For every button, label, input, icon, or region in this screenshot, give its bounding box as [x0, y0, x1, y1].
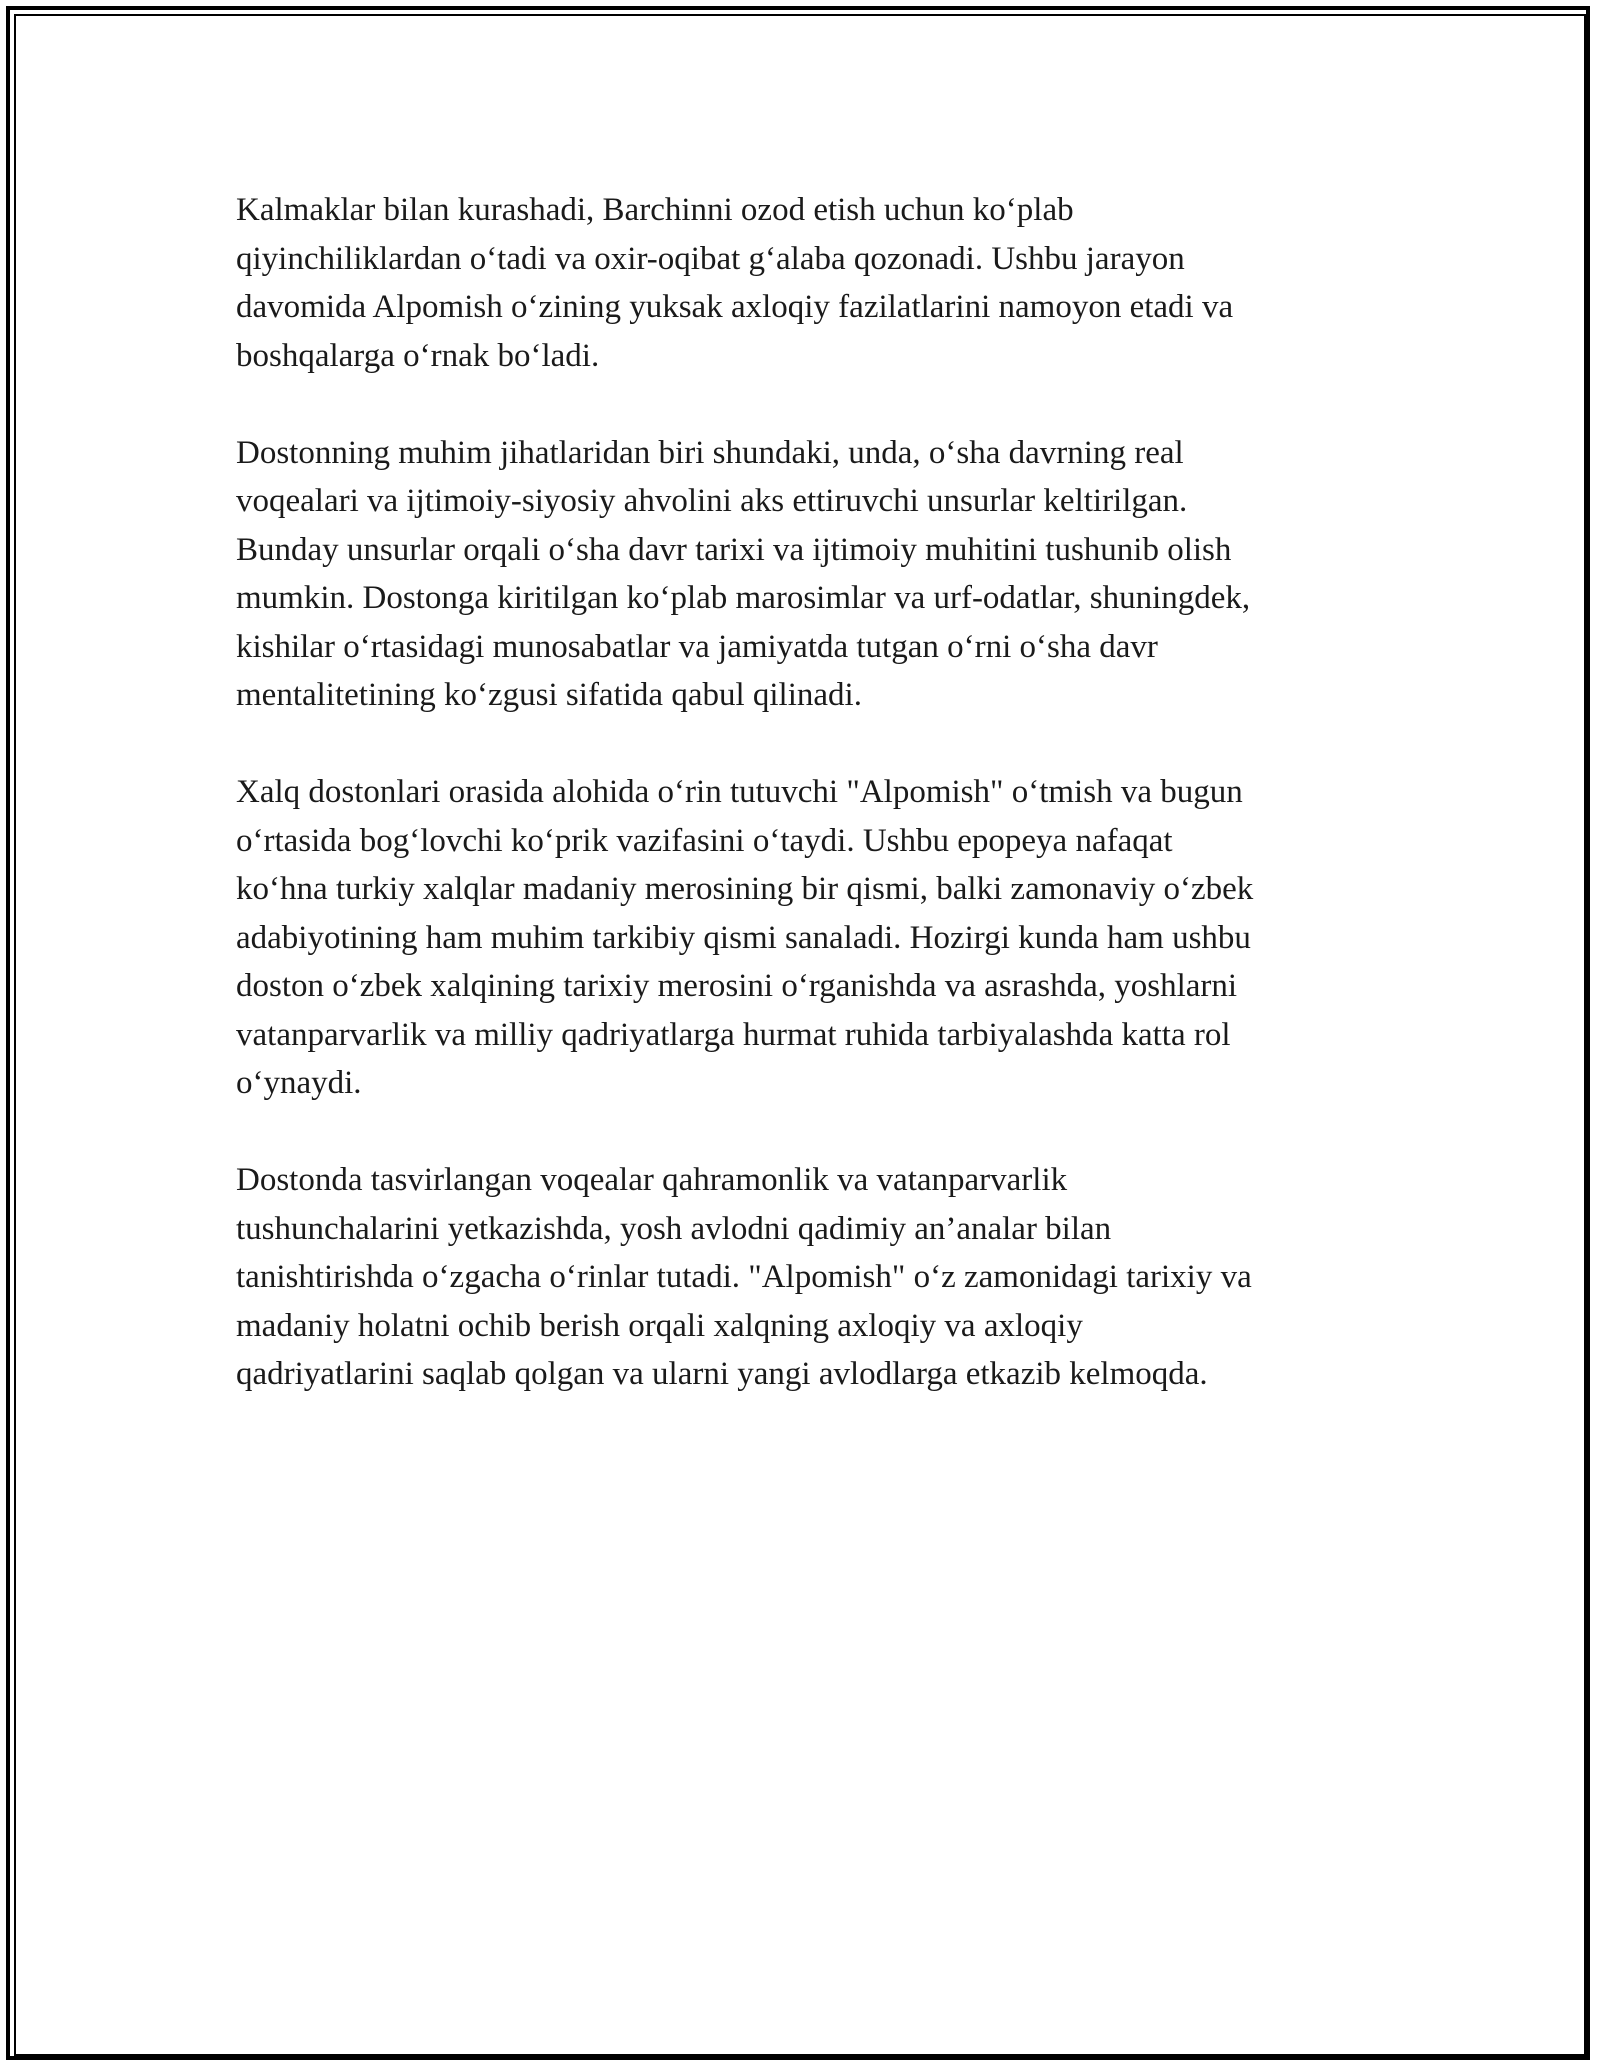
text-line: kishilar o‘rtasidagi munosabatlar va jamiyatda tutgan o‘rni o‘sha davr — [236, 628, 1158, 665]
paragraph-1 — [236, 186, 1386, 380]
paragraph-4 — [236, 1156, 1386, 1399]
text-line: tanishtirishda o‘zgacha o‘rinlar tutadi. "Alpomish" o‘z zamonidagi tarixiy va — [236, 1259, 1252, 1295]
text-line: qadriyatlarini saqlab qolgan va ularni yangi avlodlarga etkazib kelmoqda. — [236, 1356, 1208, 1392]
document-body — [236, 186, 1386, 1447]
text-line: Dostonda tasvirlangan voqealar qahramonlik va vatanparvarlik — [236, 1162, 1068, 1198]
paragraph-2 — [236, 429, 1386, 720]
text-line: madaniy holatni ochib berish orqali xalqning axloqiy va axloqiy — [236, 1307, 1083, 1344]
text-line: davomida Alpomish o‘zining yuksak axloqiy fazilatlarini namoyon etadi va — [236, 289, 1234, 325]
text-line: ko‘hna turkiy xalqlar madaniy merosining bir qismi, balki zamonaviy o‘zbek — [236, 871, 1254, 907]
text-line: mumkin. Dostonga kiritilgan ko‘plab marosimlar va urf-odatlar, shuningdek, — [236, 580, 1251, 616]
text-line: Bunday unsurlar orqali o‘sha davr tarixi va ijtimoiy muhitini tushunib olish — [236, 531, 1232, 568]
text-line: doston o‘zbek xalqining tarixiy merosini o‘rganishda va asrashda, yoshlarni — [236, 968, 1238, 1004]
paragraph-3 — [236, 768, 1386, 1108]
text-line: tushunchalarini yetkazishda, yosh avlodni qadimiy an’analar bilan — [236, 1210, 1112, 1247]
text-line: Dostonning muhim jihatlaridan biri shundaki, unda, o‘sha davrning real — [236, 434, 1184, 471]
text-line: boshqalarga o‘rnak bo‘ladi. — [236, 337, 600, 374]
text-line: Xalq dostonlari orasida alohida o‘rin tutuvchi "Alpomish" o‘tmish va bugun — [236, 774, 1243, 810]
text-line: o‘ynaydi. — [236, 1065, 362, 1101]
text-line: Kalmaklar bilan kurashadi, Barchinni ozod etish uchun ko‘plab — [236, 192, 1074, 228]
text-line: o‘rtasida bog‘lovchi ko‘prik vazifasini o‘taydi. Ushbu epopeya nafaqat — [236, 822, 1173, 859]
text-line: mentalitetining ko‘zgusi sifatida qabul qilinadi. — [236, 677, 862, 713]
text-line: vatanparvarlik va milliy qadriyatlarga hurmat ruhida tarbiyalashda katta rol — [236, 1016, 1231, 1053]
text-line: adabiyotining ham muhim tarkibiy qismi sanaladi. Hozirgi kunda ham ushbu — [236, 919, 1251, 956]
text-line: voqealari va ijtimoiy-siyosiy ahvolini aks ettiruvchi unsurlar keltirilgan. — [236, 483, 1188, 519]
text-line: qiyinchiliklardan o‘tadi va oxir-oqibat g‘alaba qozonadi. Ushbu jarayon — [236, 240, 1185, 277]
